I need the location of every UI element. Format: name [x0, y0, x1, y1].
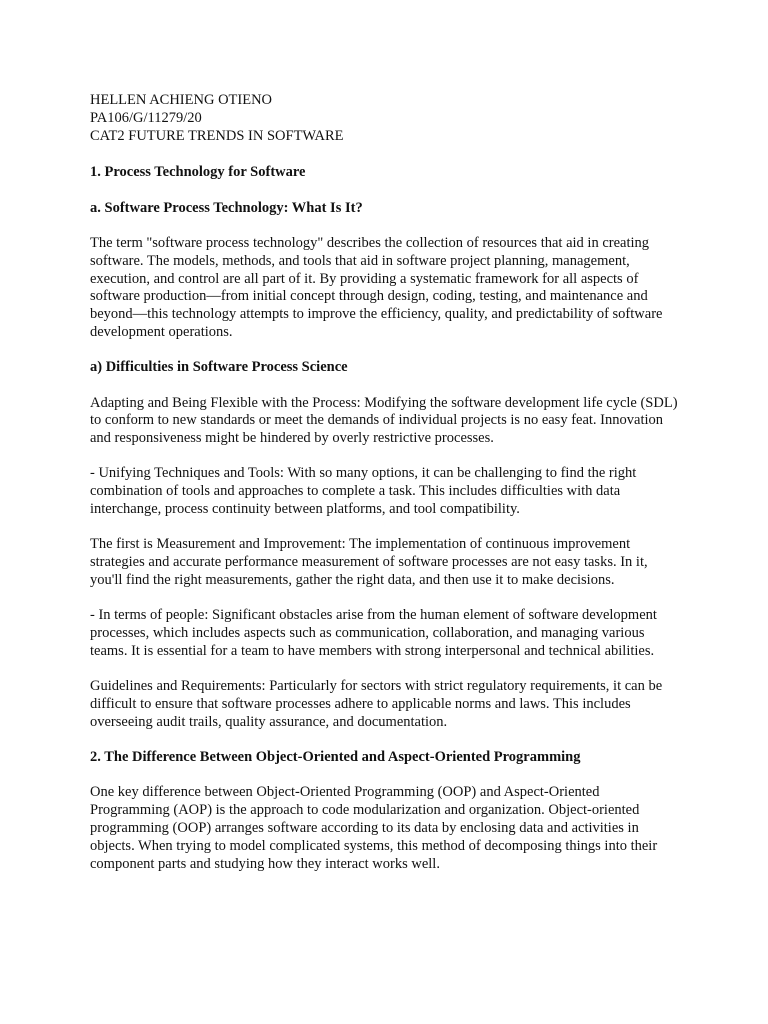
- course-title: CAT2 FUTURE TRENDS IN SOFTWARE: [90, 127, 344, 144]
- difficulty-paragraph-tools: - Unifying Techniques and Tools: With so many options, it can be challenging to find the right combination of tools and approaches to complete a task. This includes difficulties with data interchange, process continuity between platforms, and tool compatibility.: [90, 465, 637, 518]
- difficulty-paragraph-measurement: The first is Measurement and Improvement: The implementation of continuous improvement strategies and accurate performance measurement of software processes are not easy tasks. In it, you'll find the right measurements, gather the right data, and then use it to make decisions.: [90, 536, 648, 588]
- registration-number: PA106/G/11279/20: [90, 109, 202, 126]
- difficulty-paragraph-guidelines: Guidelines and Requirements: Particularly for sectors with strict regulatory requirements, it can be difficult to ensure that software processes adhere to applicable norms and laws. This includes overseeing audit trails, quality assurance, and documentation.: [90, 678, 663, 730]
- section-1b-heading: a) Difficulties in Software Process Science: [90, 359, 348, 376]
- section-1a-paragraph: The term "software process technology" describes the collection of resources that aid in creating software. The models, methods, and tools that aid in software project planning, management, execution, and control are all part of it. By providing a systematic framework for all aspects of software production—from initial concept through design, coding, testing, and maintenance and beyond—this technology attempts to improve the efficiency, quality, and predictability of software development operations.: [90, 234, 663, 340]
- section-1a-heading: a. Software Process Technology: What Is It?: [90, 199, 363, 216]
- difficulty-paragraph-people: - In terms of people: Significant obstacles arise from the human element of software development processes, which includes aspects such as communication, collaboration, and managing various teams. It is essential for a team to have members with strong interpersonal and technical abilities.: [90, 607, 657, 659]
- section-2-paragraph: One key difference between Object-Oriented Programming (OOP) and Aspect-Oriented Programming (AOP) is the approach to code modularization and organization. Object-oriented programming (OOP) arranges software according to its data by enclosing data and activities in objects. When trying to model complicated systems, this method of decomposing things into their component parts and studying how they interact works well.: [90, 784, 658, 872]
- section-2-heading: 2. The Difference Between Object-Oriented and Aspect-Oriented Programming: [90, 749, 581, 766]
- document-body: [90, 92, 682, 891]
- author-header: [90, 92, 682, 145]
- author-name: HELLEN ACHIENG OTIENO: [90, 92, 273, 108]
- section-1-heading: 1. Process Technology for Software: [90, 164, 306, 181]
- difficulty-paragraph-flexibility: Adapting and Being Flexible with the Process: Modifying the software development life cycle (SDL) to conform to new standards or meet the demands of individual projects is no easy feat. Innovation and responsiveness might be hindered by overly restrictive processes.: [90, 394, 678, 447]
